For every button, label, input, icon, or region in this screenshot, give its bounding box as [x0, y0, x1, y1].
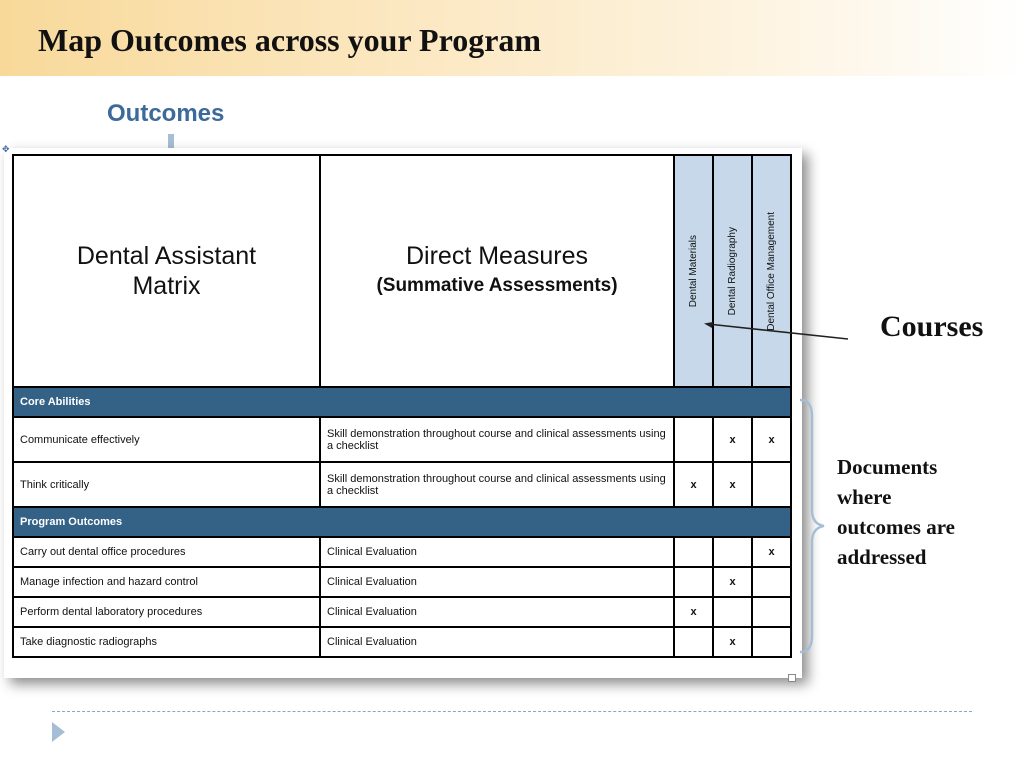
section-program-outcomes	[13, 507, 791, 537]
mark-cell	[674, 627, 713, 657]
matrix-header-row	[13, 155, 791, 387]
documents-label-line: outcomes are	[837, 515, 955, 539]
measure-cell: Clinical Evaluation	[320, 537, 674, 567]
mark-cell	[752, 567, 791, 597]
matrix-title	[20, 241, 313, 301]
slide-title: Map Outcomes across your Program	[38, 22, 542, 58]
section-core-abilities	[13, 387, 791, 417]
mark-cell	[713, 537, 752, 567]
outcome-cell: Communicate effectively	[13, 417, 320, 462]
mark-cell: x	[713, 627, 752, 657]
table-row	[13, 537, 791, 567]
documents-label	[837, 452, 955, 572]
courses-arrow-icon	[704, 322, 854, 346]
course-label: Dental Materials	[688, 234, 699, 308]
mark-cell: x	[713, 462, 752, 507]
matrix-title-cell	[13, 155, 320, 387]
mark-cell: x	[713, 417, 752, 462]
section-header-row	[13, 387, 791, 417]
matrix-title-line2: Matrix	[132, 272, 201, 300]
section-header-row	[13, 507, 791, 537]
mark-cell: x	[752, 417, 791, 462]
mark-cell	[752, 627, 791, 657]
section-label: Program Outcomes	[20, 516, 123, 528]
mark-cell: x	[674, 597, 713, 627]
measures-title-text: Direct Measures	[406, 242, 588, 270]
mark-cell	[752, 597, 791, 627]
outcome-cell: Think critically	[13, 462, 320, 507]
play-triangle-icon	[52, 722, 65, 742]
mark-cell	[674, 417, 713, 462]
table-resize-handle[interactable]	[788, 674, 796, 682]
outcome-cell: Carry out dental office procedures	[13, 537, 320, 567]
outcomes-label: Outcomes	[107, 100, 225, 127]
table-row	[13, 417, 791, 462]
mark-cell: x	[713, 567, 752, 597]
outcome-cell: Take diagnostic radiographs	[13, 627, 320, 657]
outcome-cell: Manage infection and hazard control	[13, 567, 320, 597]
courses-label: Courses	[880, 310, 984, 343]
table-move-handle-icon: ✥	[2, 144, 10, 154]
course-header-dental-radiography	[713, 155, 752, 387]
documents-label-line: addressed	[837, 545, 927, 569]
table-row	[13, 627, 791, 657]
mark-cell	[752, 462, 791, 507]
course-header-dental-materials	[674, 155, 713, 387]
table-row	[13, 567, 791, 597]
mark-cell: x	[674, 462, 713, 507]
measures-subtitle: (Summative Assessments)	[376, 275, 618, 296]
mark-cell	[674, 567, 713, 597]
course-label: Dental Radiography	[727, 226, 738, 316]
matrix-title-line1: Dental Assistant	[76, 242, 257, 270]
measure-cell: Clinical Evaluation	[320, 567, 674, 597]
documents-label-line: Documents	[837, 455, 938, 479]
mark-cell	[713, 597, 752, 627]
mark-cell: x	[752, 537, 791, 567]
footer-divider	[52, 711, 972, 712]
measure-cell: Clinical Evaluation	[320, 597, 674, 627]
measure-cell: Clinical Evaluation	[320, 627, 674, 657]
measures-header-cell	[320, 155, 674, 387]
right-brace-icon	[798, 398, 830, 656]
measures-title	[327, 241, 667, 301]
table-row	[13, 462, 791, 507]
course-header-dental-office-management	[752, 155, 791, 387]
measure-cell: Skill demonstration throughout course and clinical assessments using a checklist	[320, 462, 674, 507]
course-label: Dental Office Management	[766, 211, 777, 331]
table-row	[13, 597, 791, 627]
documents-label-line: where	[837, 485, 892, 509]
outcomes-matrix-table	[12, 154, 792, 658]
measure-cell: Skill demonstration throughout course and clinical assessments using a checklist	[320, 417, 674, 462]
mark-cell	[674, 537, 713, 567]
section-label: Core Abilities	[20, 396, 91, 408]
outcome-cell: Perform dental laboratory procedures	[13, 597, 320, 627]
